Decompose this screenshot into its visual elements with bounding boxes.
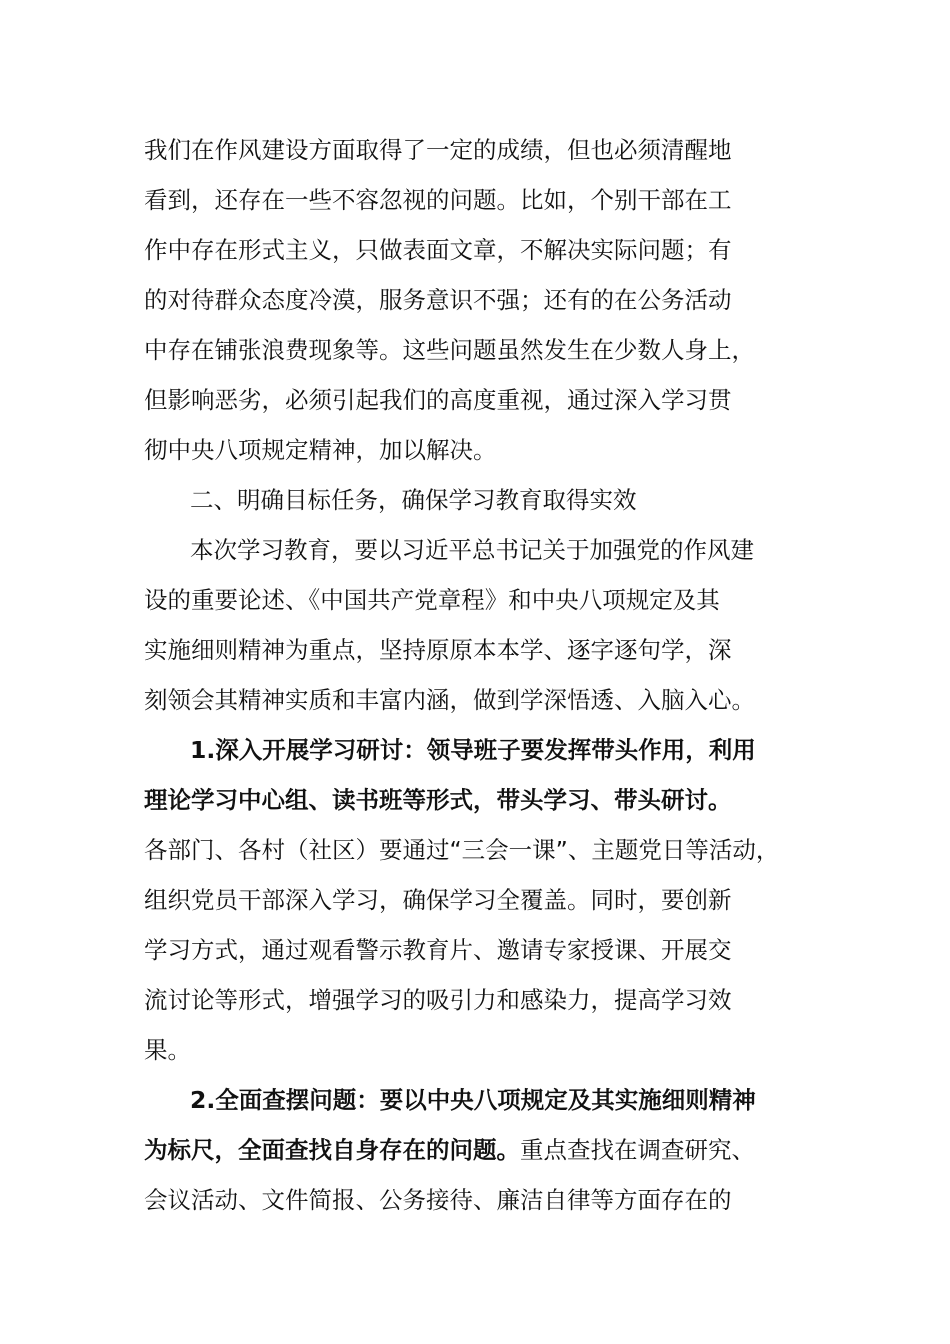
paragraph-line: 彻中央八项规定精神，加以解决。 [144,436,497,464]
bold-item-heading: 2.全面查摆问题：要以中央八项规定及其实施细则精神 [190,1086,756,1114]
section-heading: 二、明确目标任务，确保学习教育取得实效 [190,486,637,514]
bold-item-heading: 1.深入开展学习研讨：领导班子要发挥带头作用，利用 [190,736,756,764]
mixed-line [144,1135,755,1165]
paragraph-line: 组织党员干部深入学习，确保学习全覆盖。同时，要创新 [144,886,732,914]
paragraph-line: 学习方式，通过观看警示教育片、邀请专家授课、开展交 [144,936,732,964]
paragraph-line: 的对待群众态度冷漠，服务意识不强；还有的在公务活动 [144,286,732,314]
paragraph-line: 但影响恶劣，必须引起我们的高度重视，通过深入学习贯 [144,386,732,414]
bold-item-heading: 理论学习中心组、读书班等形式，带头学习、带头研讨。 [144,786,732,814]
paragraph-line: 果。 [144,1036,191,1064]
paragraph-line: 流讨论等形式，增强学习的吸引力和感染力，提高学习效 [144,986,732,1014]
bold-item-heading: 为标尺，全面查找自身存在的问题。 [144,1136,520,1164]
paragraph-line: 各部门、各村（社区）要通过“三会一课”、主题党日等活动， [144,836,780,864]
paragraph-line: 本次学习教育，要以习近平总书记关于加强党的作风建 [190,536,754,564]
paragraph-line: 会议活动、文件简报、公务接待、廉洁自律等方面存在的 [144,1186,732,1214]
paragraph-line: 中存在铺张浪费现象等。这些问题虽然发生在少数人身上， [144,336,755,364]
paragraph-text: 重点查找在调查研究、 [520,1136,755,1164]
paragraph-line: 刻领会其精神实质和丰富内涵，做到学深悟透、入脑入心。 [144,686,755,714]
paragraph-line: 设的重要论述、《中国共产党章程》和中央八项规定及其 [144,586,720,614]
paragraph-line: 作中存在形式主义，只做表面文章，不解决实际问题；有 [144,236,732,264]
paragraph-line: 看到，还存在一些不容忽视的问题。比如，个别干部在工 [144,186,732,214]
paragraph-line: 我们在作风建设方面取得了一定的成绩，但也必须清醒地 [144,136,732,164]
paragraph-line: 实施细则精神为重点，坚持原原本本学、逐字逐句学，深 [144,636,732,664]
